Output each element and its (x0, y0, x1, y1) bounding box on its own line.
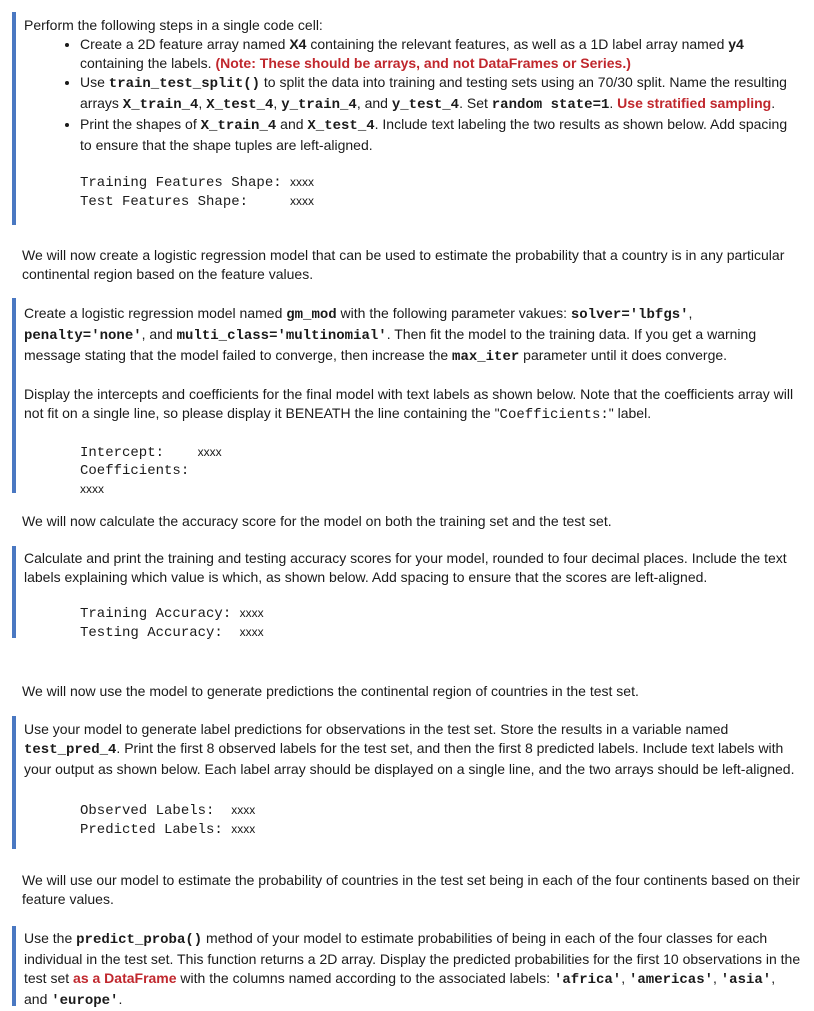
proba-instructions: Use the predict_proba() method of your model to estimate probabilities of being in each of the four classes for each individual in the test set. This function returns a 2D array. Display the predicted probabilities for the first 10 observations in the test set as a DataFrame with the columns named according to the associated labels: 'africa', 'americas', 'asia', and 'europe'. (24, 930, 801, 1009)
intro-text: Perform the following steps in a single code cell: (24, 17, 323, 33)
paragraph-probability: We will use our model to estimate the probability of countries in the test set being in each of the four continents based on their feature values. (22, 872, 800, 907)
instruction-block-5 (12, 926, 802, 1009)
code-example-labels: Observed Labels: xxxx Predicted Labels: xxxx (80, 803, 256, 838)
code-example-accuracy: Training Accuracy: xxxx Testing Accuracy: xxxx (80, 606, 264, 641)
prediction-instructions: Use your model to generate label predictions for observations in the test set. Store the results in a variable named test_pred_4. Print the first 8 observed labels for the test set, and then the first 8 predicted labels. Include text labels with your output as shown below. Each label array should be displayed on a single line, and the two arrays should be left-aligned. (24, 721, 795, 777)
instruction-block-4 (12, 716, 802, 849)
code-example-shapes: Training Features Shape: xxxx Test Features Shape: xxxx (80, 175, 315, 210)
code-example-coefficients: Intercept: xxxx Coefficients: xxxx (80, 445, 222, 496)
step-1: • Create a 2D feature array named X4 containing the relevant features, as well as a 1D label array named y4 containing the labels. (Note: These should be arrays, and not DataFrames or Series.) (80, 35, 802, 73)
instruction-block-1 (12, 12, 802, 225)
note-dataframe: as a DataFrame (73, 970, 177, 986)
model-instructions: Create a logistic regression model named gm_mod with the following parameter vakues: solver='lbfgs', penalty='none', and multi_class='multinomial'. Then fit the model to the training data. If you get a warning message stating that the model failed to converge, then increase the max_iter parameter until it does converge. (24, 305, 757, 365)
accuracy-instructions: Calculate and print the training and testing accuracy scores for your model, rounded to four decimal places. Include the text labels explaining which value is which, as shown below. Add spacing to ensure that the scores are left-aligned. (24, 550, 787, 585)
paragraph-logistic: We will now create a logistic regression model that can be used to estimate the probability that a country is in any particular continental region based on the feature values. (22, 247, 785, 282)
step-3: • Print the shapes of X_train_4 and X_test_4. Include text labeling the two results as shown below. Add spacing to ensure that the shape tuples are left-aligned. (80, 115, 802, 155)
paragraph-predictions: We will now use the model to generate predictions the continental region of countries in the test set. (22, 683, 639, 699)
note-arrays: (Note: These should be arrays, and not DataFrames or Series.) (215, 55, 631, 71)
note-stratified: Use stratified sampling (617, 95, 772, 111)
instruction-block-3 (12, 546, 802, 641)
steps-list (24, 35, 802, 155)
step-2: • Use train_test_split() to split the data into training and testing sets using an 70/30 split. Name the resulting arrays X_train_4, X_test_4, y_train_4, and y_test_4. Set random state=1. Use stratified sampling. (80, 73, 802, 115)
display-instructions: Display the intercepts and coefficients for the final model with text labels as shown below. Note that the coefficients array will not fit on a single line, so please display it BENEATH the line containing the "Coefficients:" label. (24, 386, 794, 423)
paragraph-accuracy: We will now calculate the accuracy score for the model on both the training set and the test set. (22, 513, 612, 529)
instruction-block-2 (12, 298, 802, 496)
